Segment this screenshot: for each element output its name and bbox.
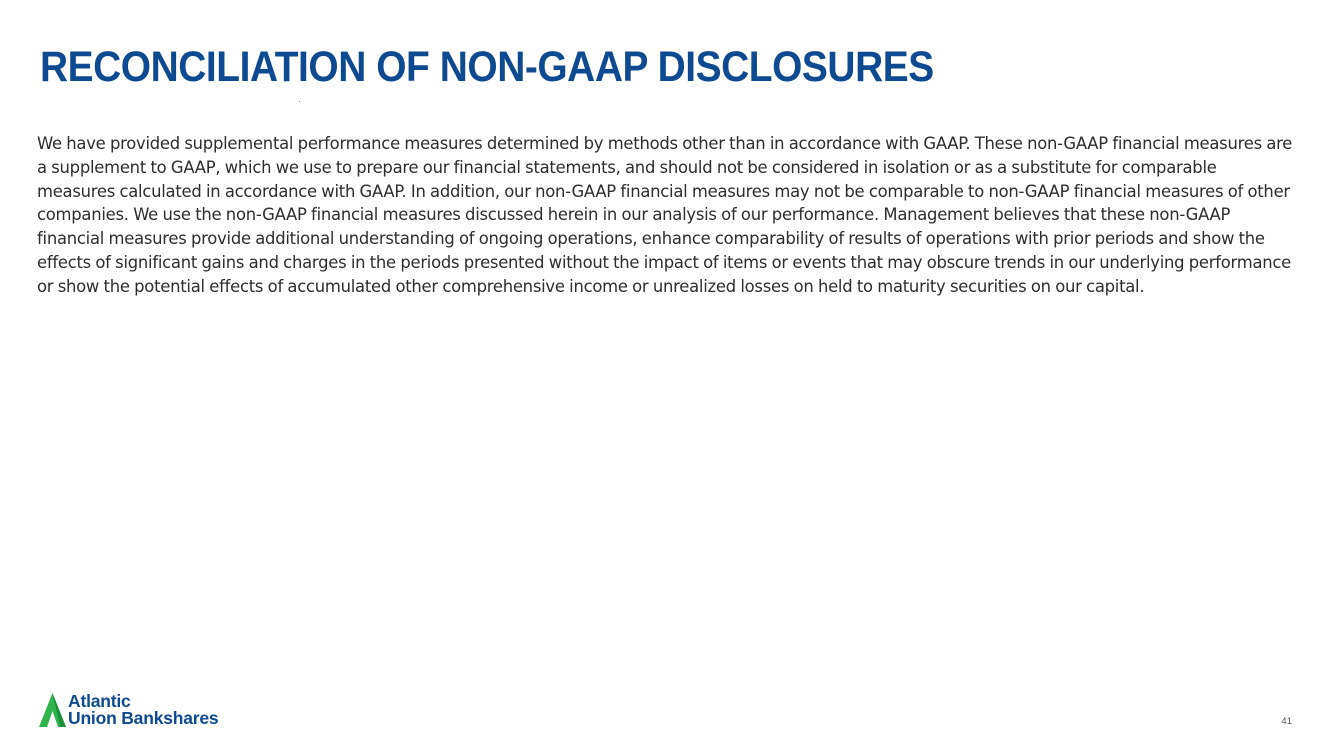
atlantic-union-logo-icon	[39, 693, 66, 727]
logo-line-2: Union Bankshares	[68, 708, 219, 728]
decorative-dot	[299, 101, 300, 102]
logo-wordmark	[68, 693, 218, 727]
page-title: RECONCILIATION OF NON-GAAP DISCLOSURES	[40, 43, 934, 91]
page-number: 41	[1281, 716, 1292, 727]
company-logo	[39, 692, 218, 728]
disclosure-paragraph: We have provided supplemental performance measures determined by methods other than in accordance with GAAP. These non-GAAP financial measures are a supplement to GAAP, which we use to prepare our financial statements, and should not be considered in isolation or as a substitute for comparable measures calculated in accordance with GAAP. In addition, our non-GAAP financial measures may not be comparable to non-GAAP financial measures of other companies. We use the non-GAAP financial measures discussed herein in our analysis of our performance. Management believes that these non-GAAP financial measures provide additional understanding of ongoing operations, enhance comparability of results of operations with prior periods and show the effects of significant gains and charges in the periods presented without the impact of items or events that may obscure trends in our underlying performance or show the potential effects of accumulated other comprehensive income or unrealized losses on held to maturity securities on our capital.	[37, 134, 1293, 296]
logo-line-1: Atlantic	[68, 691, 131, 711]
